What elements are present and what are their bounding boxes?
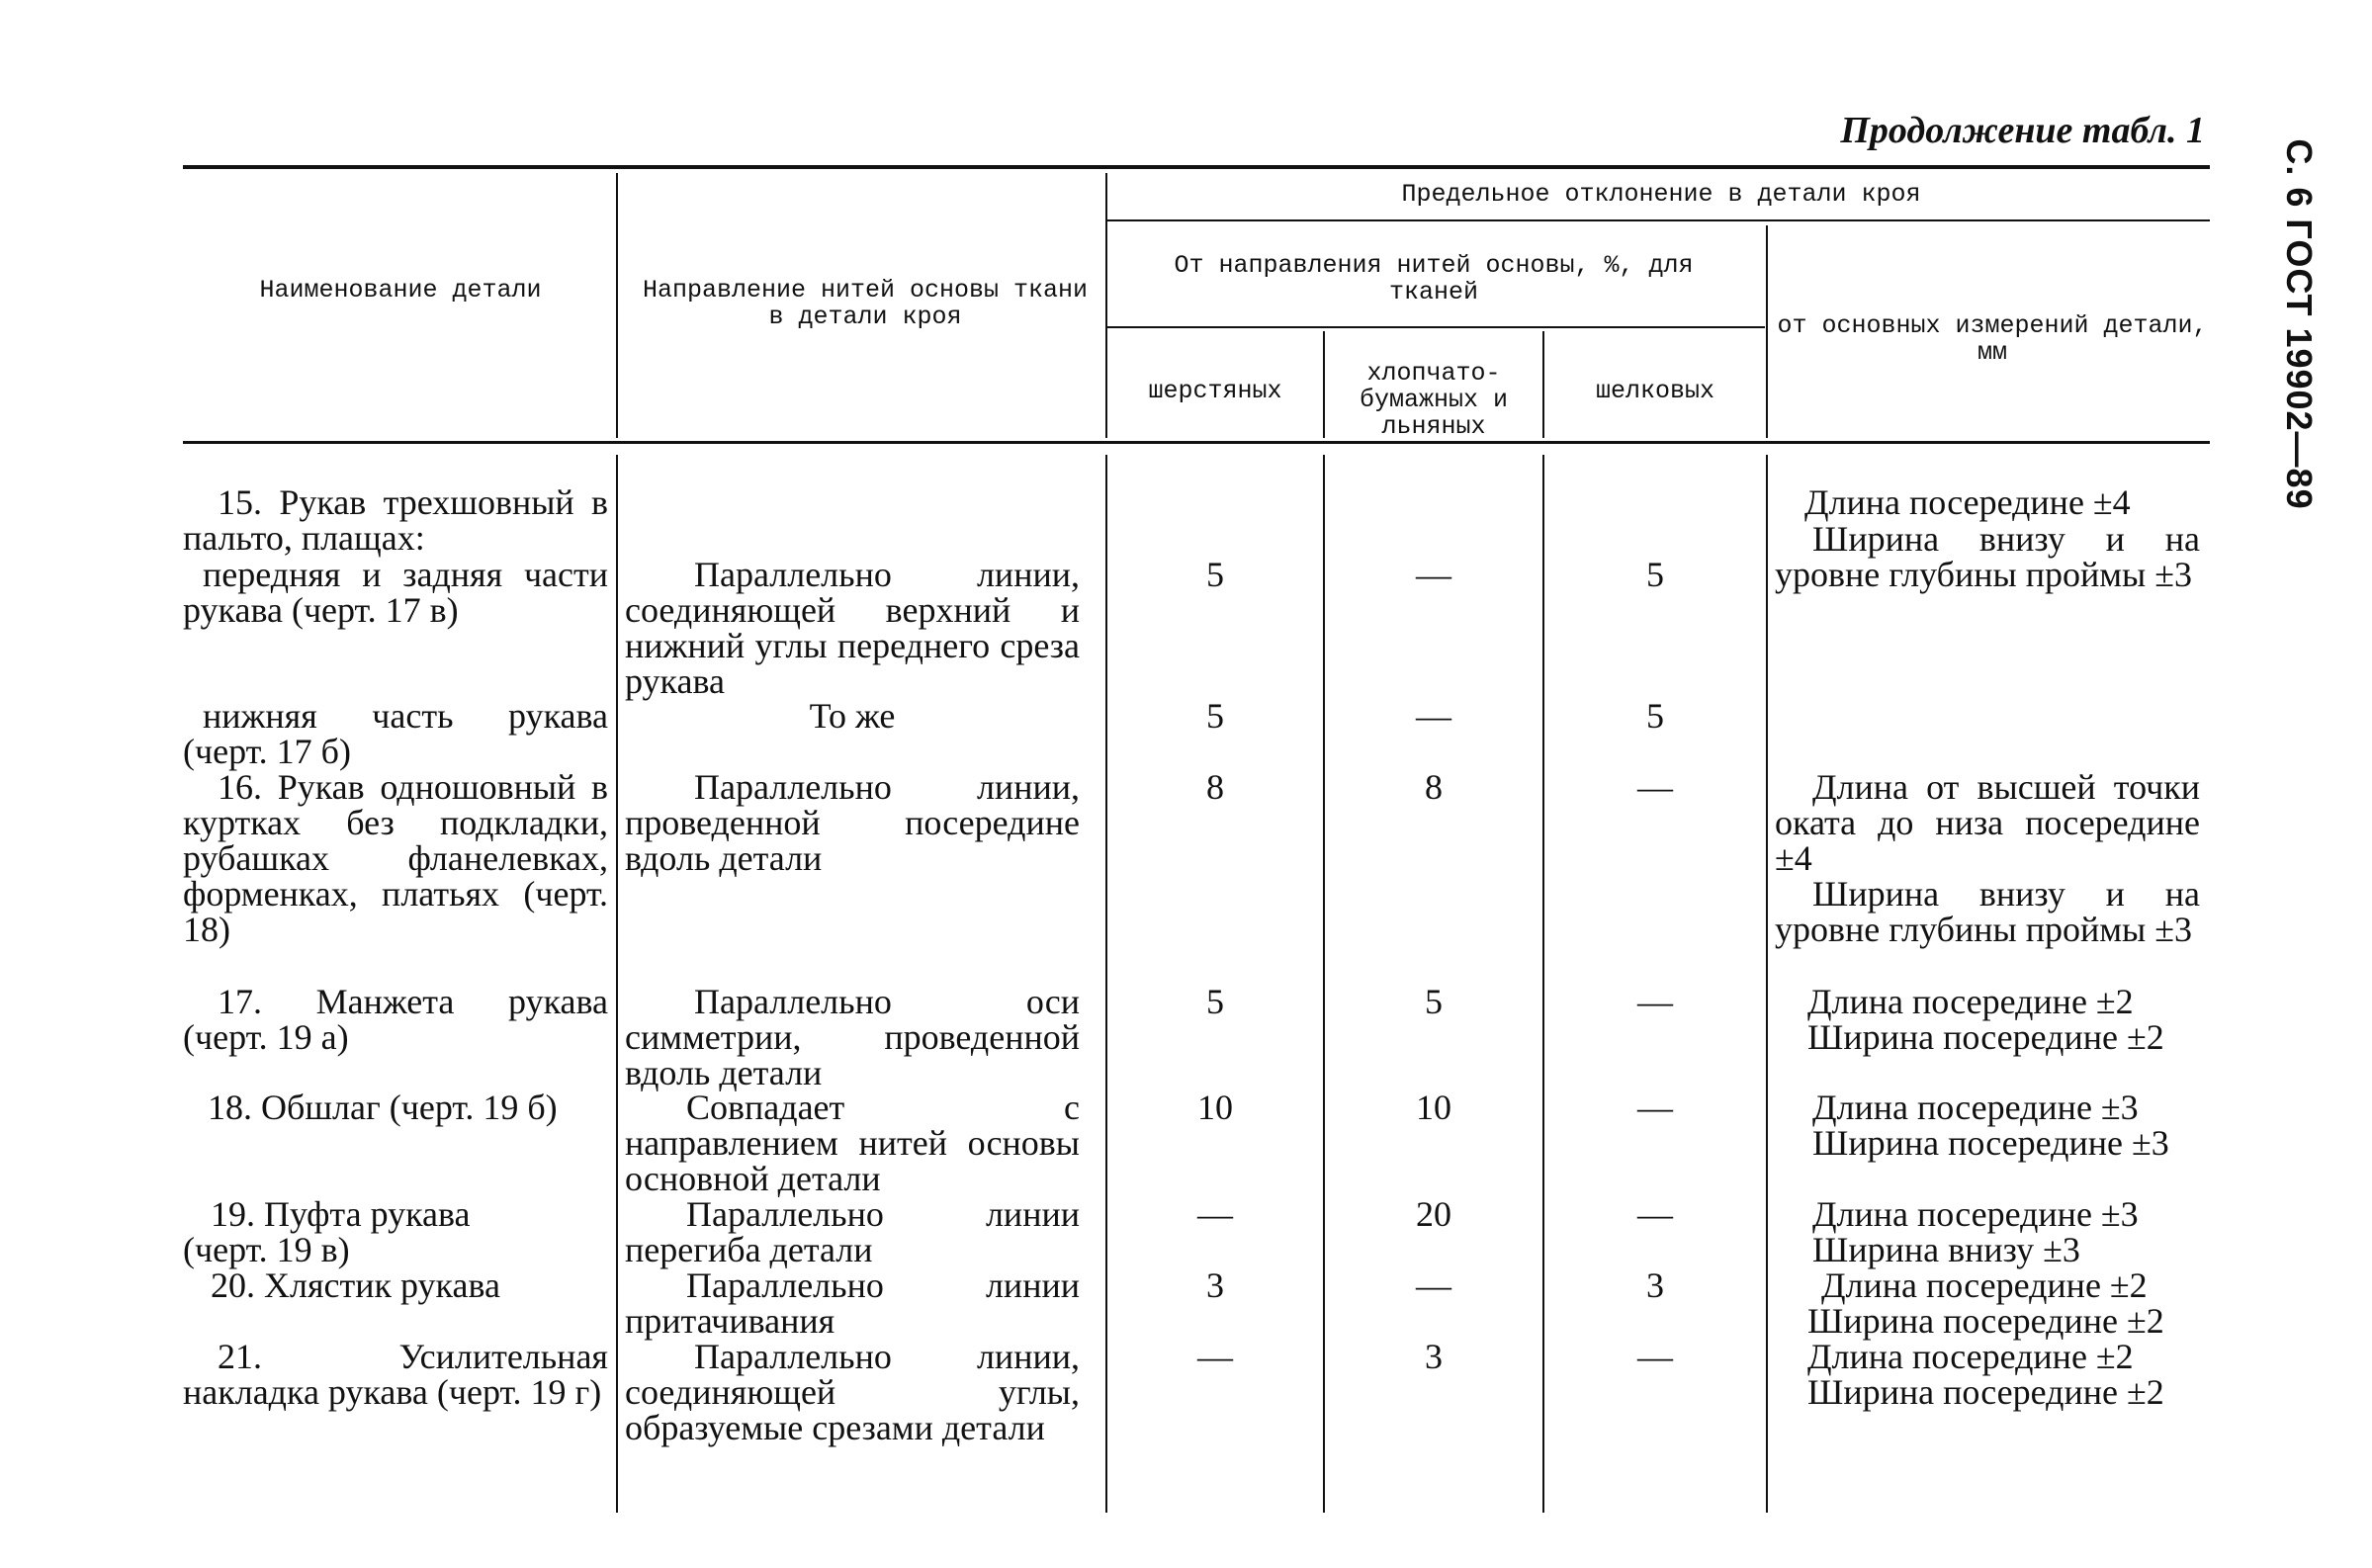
row-wool-18: 10 — [1197, 1088, 1233, 1127]
row-name-19: 19. Пуфта рукава (черт. 19 в) — [183, 1194, 471, 1269]
row-measure2-20: Ширина посередине ±2 — [1807, 1301, 2164, 1341]
body-col-divider-5 — [1766, 455, 1768, 1513]
header-wool: шерстяных — [1148, 377, 1282, 405]
row-measure2-16: Ширина внизу и на уровне глубины проймы ±3 — [1775, 874, 2200, 949]
row-wool-21: — — [1197, 1337, 1233, 1376]
row-cotton-21: 3 — [1425, 1337, 1443, 1376]
row-wool-20: 3 — [1206, 1265, 1224, 1305]
row-silk-20: 3 — [1646, 1265, 1664, 1305]
row-direction-20: Параллельно линии притачивания — [625, 1265, 1080, 1341]
row-direction-18: Совпадает с направлением нитей основы основной детали — [625, 1088, 1080, 1198]
header-bottom-rule — [183, 441, 2210, 444]
row-name-17: 17. Манжета рукава (черт. 19 а) — [183, 982, 608, 1057]
row-direction-17: Параллельно оси симметрии, проведенной вдоль детали — [625, 982, 1080, 1092]
header-direction: Направление нитей основы ткани в детали кроя — [642, 276, 1089, 331]
row-wool-15a: 5 — [1206, 555, 1224, 594]
row-silk-15a: 5 — [1646, 555, 1664, 594]
row-silk-19: — — [1637, 1194, 1673, 1234]
row-measure-21: Длина посередине ±2 — [1807, 1337, 2134, 1376]
row-name-15: 15. Рукав трехшовный в пальто, плащах: — [183, 482, 608, 558]
header-col-divider-1 — [616, 173, 618, 438]
row-measure2-18: Ширина посередине ±3 — [1812, 1123, 2169, 1163]
row-name-21: 21. Усилительная накладка рукава (черт. 19 г) — [183, 1337, 608, 1412]
document-code-text: С. 6 ГОСТ 19902—89 — [2279, 138, 2320, 510]
row-name-15b: нижняя часть рукава (черт. 17 б) — [183, 696, 608, 771]
row-measure-17: Длина посередине ±2 — [1807, 982, 2134, 1021]
table-top-rule — [183, 165, 2210, 169]
header-col-divider-4 — [1323, 331, 1325, 438]
row-name-15a: передняя и задняя части рукава (черт. 17 в) — [183, 555, 608, 630]
row-direction-15a: Параллельно линии, соединяющей верхний и нижний углы переднего среза рукава — [625, 555, 1080, 701]
header-col-divider-3 — [1766, 225, 1768, 438]
row-direction-16: Параллельно линии, проведенной посередине вдоль детали — [625, 767, 1080, 878]
row-name-20: 20. Хлястик рукава — [211, 1265, 500, 1305]
row-direction-19: Параллельно линии перегиба детали — [625, 1194, 1080, 1269]
threads-header-rule — [1107, 326, 1765, 328]
row-wool-17: 5 — [1206, 982, 1224, 1021]
header-from-measures: от основных измерений детали, мм — [1777, 311, 2208, 367]
row-name-16: 16. Рукав одношовный в куртках без подкладки, рубашках фланелевках, форменках, платьях (черт. 18) — [183, 767, 608, 949]
header-silk: шелковых — [1595, 377, 1715, 405]
row-measure2-21: Ширина посередине ±2 — [1807, 1372, 2164, 1412]
row-wool-16: 8 — [1206, 767, 1224, 807]
body-col-divider-1 — [616, 455, 618, 1513]
row-direction-21: Параллельно линии, соединяющей углы, образуемые срезами детали — [625, 1337, 1080, 1447]
row-measure2-19: Ширина внизу ±3 — [1812, 1230, 2080, 1269]
row-silk-15b: 5 — [1646, 696, 1664, 736]
header-from-threads: От направления нитей основы, %, для тканей — [1174, 251, 1694, 306]
row-measure-20: Длина посередине ±2 — [1821, 1265, 2148, 1305]
row-name-18: 18. Обшлаг (черт. 19 б) — [208, 1088, 558, 1127]
limit-header-rule — [1107, 219, 2210, 221]
row-silk-21: — — [1637, 1337, 1673, 1376]
header-col-divider-2 — [1105, 173, 1107, 438]
row-silk-17: — — [1637, 982, 1673, 1021]
header-col-divider-5 — [1542, 331, 1544, 438]
row-cotton-18: 10 — [1416, 1088, 1451, 1127]
row-cotton-15a: — — [1416, 555, 1451, 594]
header-limit: Предельное отклонение в детали кроя — [1401, 180, 1921, 209]
row-measure-16: Длина от высшей точки оката до низа посередине ±4 — [1775, 767, 2200, 878]
body-col-divider-2 — [1105, 455, 1107, 1513]
row-direction-15b: То же — [809, 696, 896, 736]
document-code — [2264, 117, 2333, 532]
row-silk-16: — — [1637, 767, 1673, 807]
row-measure-15: Длина посередине ±4 — [1804, 482, 2131, 522]
row-silk-18: — — [1637, 1088, 1673, 1127]
body-col-divider-3 — [1323, 455, 1325, 1513]
row-cotton-15b: — — [1416, 696, 1451, 736]
row-cotton-16: 8 — [1425, 767, 1443, 807]
row-cotton-17: 5 — [1425, 982, 1443, 1021]
row-cotton-19: 20 — [1416, 1194, 1451, 1234]
row-measure-19: Длина посередине ±3 — [1812, 1194, 2139, 1234]
row-measure-15a: Ширина внизу и на уровне глубины проймы ±3 — [1775, 519, 2200, 594]
body-col-divider-4 — [1542, 455, 1544, 1513]
row-wool-15b: 5 — [1206, 696, 1224, 736]
row-measure-18: Длина посередине ±3 — [1812, 1088, 2139, 1127]
row-cotton-20: — — [1416, 1265, 1451, 1305]
row-wool-19: — — [1197, 1194, 1233, 1234]
continuation-label: Продолжение табл. 1 — [1840, 110, 2205, 151]
header-name: Наименование детали — [259, 276, 542, 305]
row-measure2-17: Ширина посередине ±2 — [1807, 1017, 2164, 1057]
header-cotton: хлопчато-бумажных и льняных — [1359, 359, 1509, 441]
